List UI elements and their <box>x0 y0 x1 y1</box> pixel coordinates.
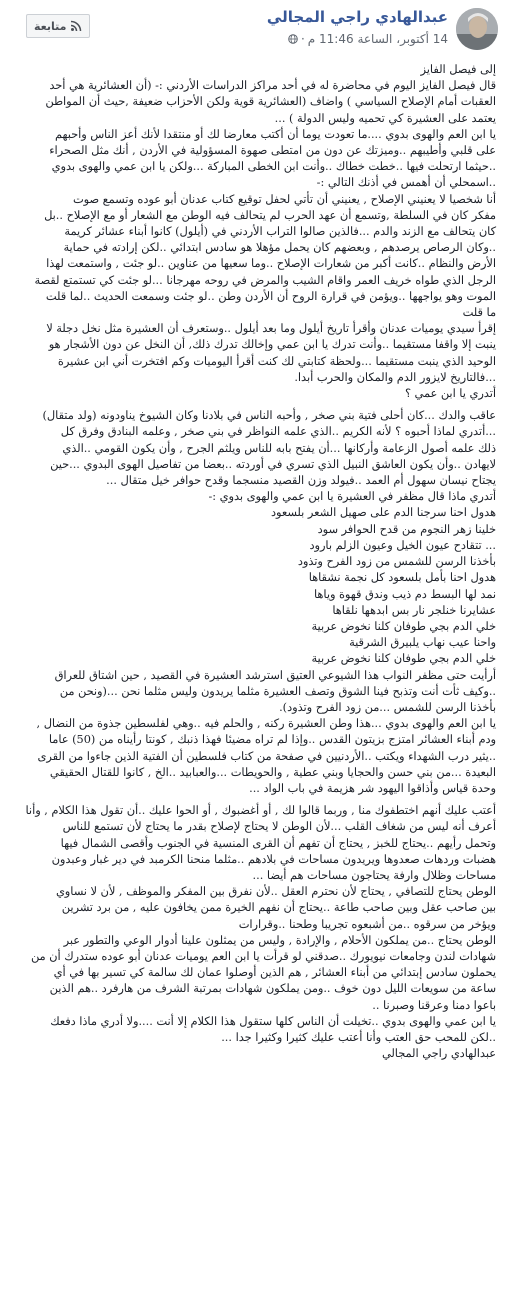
avatar[interactable] <box>456 8 498 50</box>
post-line: بأخذنا الرسن للشمس ...من زود الفرح وتذود). <box>279 700 496 714</box>
poem-line: خلينا زهر النجوم من قدح الحوافر سود <box>317 522 496 536</box>
post-line: ينبت إلا واقفا مستقيما ..وأنت تدرك يا ابن عمي وإخالك تدرك ذلك, أن النخل عن دون الأشجار هو <box>48 338 496 352</box>
post-line: أتدري ماذا قال مظفر في العشيرة يا ابن عمي والهوى بدوي :- <box>208 490 496 504</box>
post-line: على قلبي وأطيبهم ..وميزتك عن دون من امتطى صهوة المسؤولية في الأردن , أنك مثل الصحراء <box>49 144 496 158</box>
post-line: وتحمل رأيهم ..يحتاج للخبز , يحتاج أن تفهم أن القرى المنسية في الجنوب وأقصى الشمال فيها <box>60 836 496 850</box>
follow-label: متابعة <box>34 19 67 33</box>
post-line: يا ابن العم والهوى بدوي ....ما تعودت يوما أن أكتب معارضا لك أو منتقدا لأنك أعز الناس وأحبهم <box>54 127 496 141</box>
post-line: ..يثير درب الشهداء ويكتب ..الأردنيين في صفحة من كتاب فلسطين أن الفتية الذين جاءوا من القرى <box>37 749 496 763</box>
post-line: بين صاحب عقل وبين صاحب طاعة ..يحتاج أن نفهم الخيرة ممن يخافون عليه , من برد تشرين <box>61 901 496 915</box>
post-line: إلى فيصل الفايز <box>420 63 496 76</box>
post-line: العقبات أمام الإصلاح السياسي ) واضاف (العشائرية قوية ولكن الأحزاب ضعيفة ,حيث أن المواطن <box>45 95 496 109</box>
poem-line: خلي الدم بجي طوفان كلنا نخوض عربية <box>311 619 496 633</box>
post-line: الرجل الذي طواه خريف العمر واقام الشيب والمرض في روحه مهرجانا ...لو جئت كي تستمتع لقصة <box>34 273 496 287</box>
post-line: أتدري يا ابن عمي ؟ <box>404 387 496 401</box>
post-line: يا ابن العم والهوى بدوي ...هذا وطن العشيرة ركنه , والحلم فيه ..وهي لفلسطين جذوة من النضال , <box>36 717 496 731</box>
post-line: ودم أبناء العشائر امتزج بزيتون القدس ..وإذا لم تراه مضيئا فهذا ذنبك , كونتا رأيناه من (50) عاما <box>48 733 496 747</box>
poem-line: هدول احنا بأمل بلسعود كل نجمة نشقاها <box>308 571 496 585</box>
post-line: شهادات لندن وجامعات نيويورك ..صدقني لو قرأت يا ابن العم يوميات عدنان أبو عوده ستدرك أن من <box>30 949 496 963</box>
post-line: ذلك علمه أصول الزعامة وأركانها ...أن يفتح بابه للناس ويلثم الجرح , وأن يكون القومي ..الذي <box>62 441 496 455</box>
post-line: الموت وهو يواجهها ..ويؤمن في قرارة الروح أن الأردن وطن ..لو جئت وسمعت الحديث ..لما قلت <box>45 289 496 303</box>
post-line: عبدالهادي راجي المجالي <box>381 1047 496 1061</box>
globe-icon <box>288 34 298 44</box>
post-line: ما قلت <box>462 306 496 320</box>
post-line: باعوا دمنا وعرقنا وصبرنا .. <box>372 998 496 1012</box>
post-line: ..لكن للمحب حق العتب وأنا أعتب عليك كثيرا وكثيرا جدا ... <box>221 1030 496 1044</box>
author-name[interactable]: عبدالهادي راجي المجالي <box>266 8 448 26</box>
post-line: ..حيثما ارتحلت فيها ..خطت خطاك ..وأنت ابن الخطى المباركة ...ولكن يا ابن عمي والهوى بدوي <box>51 160 496 174</box>
poem-line: عشايرنا خنلجر نار بس ابدهها نلقاها <box>332 603 496 617</box>
post-line: مفكر كان في السلطة ,وتسمع أن عهد الحرب لم يتحالف فيه الوطن مع الشعار أو مع الإصلاح ..بل <box>44 208 496 222</box>
post-line: ..وكان الرصاص يرصدهم , وبعضهم كان يحمل مؤهلا هو سادس ابتدائي ..لكن إرادته في حماية <box>63 241 496 255</box>
post-line: أنا شخصيا لا يعنيني الإصلاح , يعنيني أن تأتي لحفل توقيع كتاب عدنان أبو عوده وتسمع صوت <box>72 192 496 206</box>
post-line: يحملون سادس إبتدائي من أبناء العشائر , هم الذين أوصلوا عمان لك سالمة كي تسير بها في أي <box>53 966 496 980</box>
post-line: ويؤخر من سرقوه ..من أشبعوه تجريبا وطحنا ..وقرارات <box>238 917 496 931</box>
post-line: ...فالتاريخ لايزور الدم والمكان والحرب أبدا. <box>294 370 496 384</box>
post-line: الوطن يحتاج ..من يملكون الأحلام , والإرادة , وليس من يمثلون علينا أدوار الوعي والتطور عبر <box>63 933 496 947</box>
post-line: أرأيت حتى مظفر النواب هذا الشيوعي العتيق استرشد العشيرة في القصيد , حين اشتاق للعراق <box>54 668 496 682</box>
poem-line: بأخذنا الرسن للشمس من زود الفرح وتذود <box>297 555 496 569</box>
post-line: ..وكيف ثأت أنت وتذبح فينا الشوق وتصف العشيرة مثلما يريدون وليس مثلما نحن ...(ونحن من <box>59 684 496 698</box>
post-line: لايهادن ..وأن يكون العاشق النبيل الذي تسري في أوردته ..بعضا من تفاصيل الهوى البدوي ...حين <box>50 457 496 471</box>
post-line: إقرأ سيدي يوميات عدنان وأقرأ تاريخ أيلول وما بعد أيلول ..وستعرف أن العشيرة مثل نخل دجلة لا <box>46 322 496 336</box>
poem-line: خلي الدم بجي طوفان كلنا نخوض عربية <box>311 652 496 666</box>
poem-line: ... تتقادح عيون الخيل وعيون الزلم بارود <box>309 538 496 552</box>
post-line: ساعة من سويعات الليل دون خوف ..ومن يملكون شهادات بمرتبة الشرف من هارفرد ..هم الذين <box>49 982 496 996</box>
post-line: الأرض والنظام ..كانت أكبر من شعارات الإصلاح ..وما سعيها من عناوين ..لو جئت , واستمعت لهذا <box>46 257 496 271</box>
post-line: يجتاح نيسان سهول أم العمد ..فيولد وزن القصيد منسجما وقدح حوافر خيل متقال ... <box>106 474 496 488</box>
post-header <box>0 0 506 60</box>
post-line: البعيدة ...من بني حسن والحجايا وبني عطية , والحويطات ...والعبابيد ..الخ , كانوا للقتال الحقيقي <box>49 765 496 779</box>
post-line: وحدة قياس وأذاقوا اليهود شر هزيمة في باب الواد ... <box>249 781 496 795</box>
post-line: يا ابن عمي والهوى بدوي ..تخيلت أن الناس كلها ستقول هذا الكلام إلا أنت ....ولا أدري ماذا دفعك <box>50 1014 496 1028</box>
rss-follow-icon <box>70 20 82 32</box>
post-line: قال فيصل الفايز اليوم في محاضرة له في أحد مراكز الدراسات الأردني :- (أن العشائرية هي أحد <box>49 79 496 93</box>
post-body <box>10 62 496 1062</box>
poem-line: نمد لها البسط دم ذيب وندق قهوة وياها <box>313 587 496 601</box>
post-line: أعتب عليك أنهم اختطفوك منا , وربما قالوا لك , أو أغضبوك , أو الحوا عليك ..أن تقول هذا الكلام , وأنا <box>25 804 496 818</box>
post-line: كان يتحالف مع الزند والدم ...فالذين صالوا التراب الأردني في (أيلول) كانوا أبناء عشائر كريمة <box>64 225 496 239</box>
post-line: هضبات وردهات صعدوها ويريدون مساحات في بلادهم ..مثلما منحنا الكرمبد في دير غبار وعبدون <box>51 852 496 866</box>
post-timestamp[interactable]: 14 أكتوبر، الساعة 11:46 م <box>307 32 448 46</box>
post-line: يعتمد على العشيرة كي تحميه وليس الدولة ) ... <box>274 111 496 125</box>
post-line: ..اسمحلي أن أهمس في أذنك التالي :- <box>316 176 496 190</box>
post-line: أعرف أنه ليس من شغاف القلب ...لأن الوطن لا يحتاج لإصلاح بقدر ما يحتاج لأن تستمع للناس <box>62 820 496 834</box>
post-line: ...أتدري لماذا أحبوه ؟ لأنه الكريم ..الذي علمه النواظر في بني صخر , وعلمه البنادق وفرق كل <box>60 425 496 439</box>
follow-button[interactable] <box>26 14 90 38</box>
post-line: الوطن يحتاج للتصافي , يحتاج لأن نحترم العقل ..لأن نفرق بين المفكر والموظف , لأن لا نساوي <box>55 885 496 899</box>
profile-photo-icon <box>456 8 498 50</box>
poem-line: هدول احنا سرجنا الدم على صهيل الشعر بلسعود <box>271 506 496 520</box>
post-line: الوحيد الذي ينبت مستقيما ...ولحظة كتابتي لك كنت أقرأ اليوميات وكم افتخرت أني ابن عشيرة <box>57 354 496 368</box>
post-meta: 14 أكتوبر، الساعة 11:46 م · <box>288 32 448 46</box>
post-line: مساحات وظلال وارفة يحتاجون مساحات هم أيضا ... <box>252 868 496 882</box>
poem-line: واحنا عيب نهاب يلبيرق الشرقية <box>349 636 496 650</box>
post-line: عاقب والدك ...كان أحلى فتية بني صخر , وأحبه الناس في بلادنا وكان الشيوخ يناودونه (ولد متقال) <box>42 409 496 423</box>
